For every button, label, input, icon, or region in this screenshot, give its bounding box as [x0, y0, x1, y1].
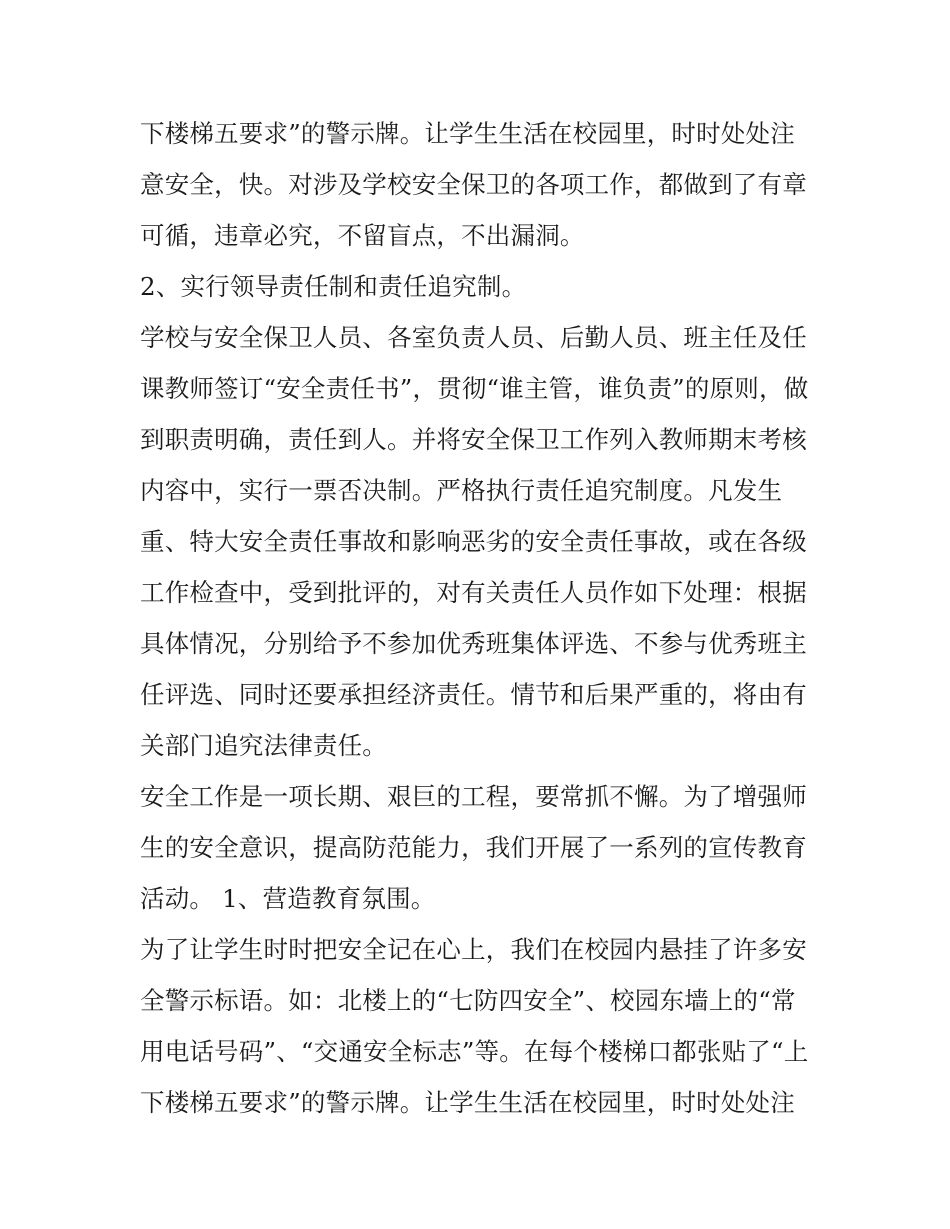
- text-line: 为了让学生时时把安全记在心上，我们在校园内悬挂了许多安: [140, 935, 807, 964]
- text-line: 用电话号码”、“交通安全标志”等。在每个楼梯口都张贴了“上: [140, 1037, 809, 1066]
- text-line: 工作检查中，受到批评的，对有关责任人员作如下处理：根据: [140, 578, 807, 607]
- text-line: 全警示标语。如：北楼上的“七防四安全”、校园东墙上的“常: [140, 986, 796, 1015]
- text-line: 意安全，快。对涉及学校安全保卫的各项工作，都做到了有章: [140, 170, 807, 199]
- text-line: 具体情况，分别给予不参加优秀班集体评选、不参与优秀班主: [140, 629, 807, 658]
- text-line: 内容中，实行一票否决制。严格执行责任追究制度。凡发生: [140, 476, 783, 505]
- document-body: [140, 108, 820, 1128]
- text-line: 生的安全意识，提高防范能力，我们开展了一系列的宣传教育: [140, 833, 807, 862]
- text-line: 可循，违章必究，不留盲点，不出漏洞。: [140, 221, 585, 250]
- text-line: 下楼梯五要求”的警示牌。让学生生活在校园里，时时处处注: [140, 119, 795, 148]
- text-line: 2、实行领导责任制和责任追究制。: [140, 272, 527, 301]
- text-line: 重、特大安全责任事故和影响恶劣的安全责任事故，或在各级: [140, 527, 807, 556]
- text-line: 到职责明确，责任到人。并将安全保卫工作列入教师期末考核: [140, 425, 807, 454]
- text-line: 下楼梯五要求”的警示牌。让学生生活在校园里，时时处处注: [140, 1088, 795, 1117]
- text-line: 任评选、同时还要承担经济责任。情节和后果严重的，将由有: [140, 680, 807, 709]
- text-line: 安全工作是一项长期、艰巨的工程，要常抓不懈。为了增强师: [140, 782, 807, 811]
- text-line: 活动。 1、营造教育氛围。: [140, 884, 436, 913]
- text-line: 课教师签订“安全责任书”，贯彻“谁主管，谁负责”的原则，做: [140, 374, 809, 403]
- text-line: 关部门追究法律责任。: [140, 731, 387, 760]
- text-line: 学校与安全保卫人员、各室负责人员、后勤人员、班主任及任: [140, 323, 807, 352]
